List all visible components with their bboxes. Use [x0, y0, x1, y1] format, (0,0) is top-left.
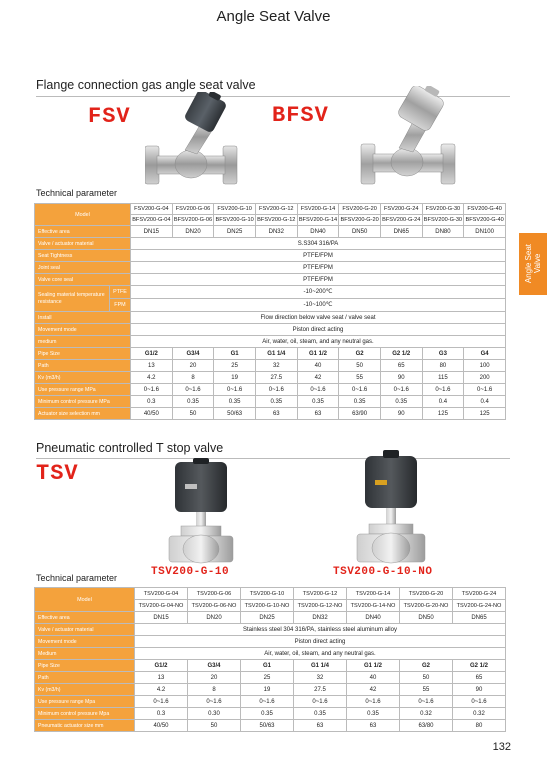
table-row [35, 312, 506, 324]
model-bfsv-cell: BFSV200-G-30 [422, 215, 464, 226]
table-row [35, 612, 506, 624]
value-cell: 63 [255, 408, 297, 420]
value-cell: 0.3 [131, 396, 173, 408]
value-cell: 0.35 [297, 396, 339, 408]
caption-tsv-no: TSV200-G-10-NO [333, 566, 433, 578]
value-cell: 63 [347, 720, 400, 732]
model-bfsv-cell: BFSV200-G-20 [339, 215, 381, 226]
value-cell: G1 [214, 348, 256, 360]
value-cell: 90 [380, 408, 422, 420]
table-row [35, 238, 506, 250]
value-cell: DN40 [297, 226, 339, 238]
value-cell: 32 [294, 672, 347, 684]
row-label: Valve / actuator material [35, 238, 131, 250]
table-row [35, 624, 506, 636]
value-cell: 55 [339, 372, 381, 384]
row-label: Pipe Size [35, 660, 135, 672]
value-cell: 115 [422, 372, 464, 384]
row-label: Kv (m3/h) [35, 372, 131, 384]
row-label: Valve / actuator material [35, 624, 135, 636]
model-fsv-cell: FSV200-G-12 [255, 204, 297, 215]
value-cell: DN32 [255, 226, 297, 238]
value-cell: 40 [297, 360, 339, 372]
value-cell: DN50 [400, 612, 453, 624]
value-cell: 13 [135, 672, 188, 684]
table-row [35, 348, 506, 360]
fsv-parameter-table [34, 203, 506, 420]
row-label: Minimum control pressure MPa [35, 396, 131, 408]
table-row [35, 660, 506, 672]
model-nc-cell: TSV200-G-24 [453, 588, 506, 600]
tsv-no-valve-image [355, 450, 427, 568]
value-cell: 0.30 [188, 708, 241, 720]
span-value-cell: PTFE/FPM [131, 274, 506, 286]
value-cell: DN15 [131, 226, 173, 238]
section1-tech-label: Technical parameter [36, 188, 118, 198]
model-no-cell: TSV200-G-24-NO [453, 600, 506, 612]
brand-fsv: FSV [88, 104, 131, 129]
value-cell: G1 1/2 [347, 660, 400, 672]
span-value-cell: Air, water, oil, steam, and any neutral gas. [135, 648, 506, 660]
value-cell: 0.35 [294, 708, 347, 720]
row-label: Movement mode [35, 636, 135, 648]
value-cell: 42 [347, 684, 400, 696]
value-cell: 32 [255, 360, 297, 372]
row-label: Effective area [35, 612, 135, 624]
span-value-cell: S.S304 316/PA [131, 238, 506, 250]
value-cell: 25 [214, 360, 256, 372]
span-value-cell: Flow direction below valve seat / valve seat [131, 312, 506, 324]
value-cell: 42 [297, 372, 339, 384]
value-cell: 0~1.6 [453, 696, 506, 708]
value-cell: 0.32 [453, 708, 506, 720]
sealing-value-fpm: -10~100℃ [131, 299, 506, 312]
table-row [35, 336, 506, 348]
model-fsv-cell: FSV200-G-20 [339, 204, 381, 215]
value-cell: 90 [380, 372, 422, 384]
model-fsv-cell: FSV200-G-04 [131, 204, 173, 215]
row-label: Joint seal [35, 262, 131, 274]
table-row [35, 396, 506, 408]
model-label: Model [35, 204, 131, 226]
table-row [35, 672, 506, 684]
value-cell: 40/50 [135, 720, 188, 732]
value-cell: 13 [131, 360, 173, 372]
bfsv-valve-image [355, 86, 467, 192]
section2-heading: Pneumatic controlled T stop valve [36, 441, 224, 455]
table-row [35, 226, 506, 238]
table-row [35, 250, 506, 262]
value-cell: G2 1/2 [453, 660, 506, 672]
row-label: Pneumatic actuator size mm [35, 720, 135, 732]
value-cell: G1 1/2 [297, 348, 339, 360]
value-cell: 0~1.6 [400, 696, 453, 708]
value-cell: 27.5 [294, 684, 347, 696]
value-cell: G2 [339, 348, 381, 360]
value-cell: DN50 [339, 226, 381, 238]
value-cell: 19 [214, 372, 256, 384]
value-cell: 0~1.6 [188, 696, 241, 708]
model-nc-cell: TSV200-G-06 [188, 588, 241, 600]
side-tab-line1: Angle Seat [524, 244, 533, 284]
model-no-cell: TSV200-G-04-NO [135, 600, 188, 612]
row-label: Use pressure range Mpa [35, 696, 135, 708]
value-cell: 50 [339, 360, 381, 372]
brand-bfsv: BFSV [272, 103, 329, 128]
value-cell: DN20 [188, 612, 241, 624]
value-cell: G3/4 [188, 660, 241, 672]
model-bfsv-cell: BFSV200-G-04 [131, 215, 173, 226]
row-label: Path [35, 360, 131, 372]
value-cell: 0.35 [380, 396, 422, 408]
value-cell: 0~1.6 [347, 696, 400, 708]
table-row [35, 360, 506, 372]
table-row [35, 286, 506, 299]
table-row [35, 408, 506, 420]
model-fsv-cell: FSV200-G-40 [464, 204, 506, 215]
tsv-nc-valve-image [165, 458, 237, 568]
value-cell: 0.4 [422, 396, 464, 408]
model-fsv-cell: FSV200-G-06 [172, 204, 214, 215]
value-cell: 8 [188, 684, 241, 696]
value-cell: 80 [422, 360, 464, 372]
value-cell: DN25 [241, 612, 294, 624]
row-label: Pipe Size [35, 348, 131, 360]
value-cell: 8 [172, 372, 214, 384]
value-cell: 200 [464, 372, 506, 384]
section2-rule [36, 458, 510, 459]
value-cell: 0~1.6 [255, 384, 297, 396]
value-cell: 63/90 [339, 408, 381, 420]
value-cell: DN65 [380, 226, 422, 238]
value-cell: 63 [297, 408, 339, 420]
value-cell: G2 1/2 [380, 348, 422, 360]
table-row [35, 324, 506, 336]
span-value-cell: PTFE/FPM [131, 262, 506, 274]
value-cell: 80 [453, 720, 506, 732]
value-cell: 4.2 [135, 684, 188, 696]
value-cell: G4 [464, 348, 506, 360]
model-label: Model [35, 588, 135, 612]
value-cell: 50/63 [214, 408, 256, 420]
row-label: Seat Tightness [35, 250, 131, 262]
value-cell: 50 [188, 720, 241, 732]
value-cell: 0.3 [135, 708, 188, 720]
side-tab [519, 233, 547, 295]
value-cell: G3 [422, 348, 464, 360]
row-label: Install [35, 312, 131, 324]
value-cell: 0.35 [214, 396, 256, 408]
value-cell: DN80 [422, 226, 464, 238]
section1-heading: Flange connection gas angle seat valve [36, 78, 256, 92]
table-row [35, 274, 506, 286]
value-cell: G1 [241, 660, 294, 672]
value-cell: 50/63 [241, 720, 294, 732]
value-cell: 55 [400, 684, 453, 696]
table-row [35, 262, 506, 274]
span-value-cell: Piston direct acting [135, 636, 506, 648]
value-cell: 0~1.6 [294, 696, 347, 708]
value-cell: 125 [422, 408, 464, 420]
value-cell: 65 [453, 672, 506, 684]
value-cell: 50 [400, 672, 453, 684]
value-cell: 63 [294, 720, 347, 732]
model-bfsv-cell: BFSV200-G-40 [464, 215, 506, 226]
row-label: Kv (m3/h) [35, 684, 135, 696]
value-cell: 27.5 [255, 372, 297, 384]
value-cell: 0~1.6 [172, 384, 214, 396]
model-no-cell: TSV200-G-14-NO [347, 600, 400, 612]
value-cell: DN40 [347, 612, 400, 624]
table-row [35, 720, 506, 732]
value-cell: 63/80 [400, 720, 453, 732]
value-cell: 65 [380, 360, 422, 372]
value-cell: 0~1.6 [131, 384, 173, 396]
model-bfsv-cell: BFSV200-G-12 [255, 215, 297, 226]
value-cell: G1/2 [135, 660, 188, 672]
value-cell: 0~1.6 [380, 384, 422, 396]
row-label: Movement mode [35, 324, 131, 336]
value-cell: 0.35 [255, 396, 297, 408]
table-row [35, 636, 506, 648]
value-cell: 0~1.6 [241, 696, 294, 708]
page-number: 132 [492, 741, 511, 753]
span-value-cell: Stainless steel 304 316/PA, stainless steel aluminum alloy [135, 624, 506, 636]
value-cell: 0.35 [241, 708, 294, 720]
value-cell: G1/2 [131, 348, 173, 360]
value-cell: DN100 [464, 226, 506, 238]
value-cell: DN65 [453, 612, 506, 624]
section2-tech-label: Technical parameter [36, 573, 118, 583]
sealing-label: Sealing material temperature resistance [35, 286, 110, 312]
model-fsv-cell: FSV200-G-14 [297, 204, 339, 215]
row-label: Actuator size selection mm [35, 408, 131, 420]
value-cell: 0~1.6 [422, 384, 464, 396]
value-cell: 19 [241, 684, 294, 696]
value-cell: DN15 [135, 612, 188, 624]
model-nc-cell: TSV200-G-14 [347, 588, 400, 600]
table-row [35, 648, 506, 660]
sealing-sub-fpm: FPM [110, 299, 131, 312]
value-cell: 40/50 [131, 408, 173, 420]
value-cell: 25 [241, 672, 294, 684]
value-cell: 0.4 [464, 396, 506, 408]
value-cell: 90 [453, 684, 506, 696]
model-bfsv-cell: BFSV200-G-24 [380, 215, 422, 226]
table-row [35, 708, 506, 720]
table-row [35, 696, 506, 708]
value-cell: 20 [172, 360, 214, 372]
value-cell: G1 1/4 [255, 348, 297, 360]
value-cell: 0.35 [347, 708, 400, 720]
span-value-cell: Piston direct acting [131, 324, 506, 336]
row-label: Medium [35, 648, 135, 660]
row-label: Use pressure range MPa [35, 384, 131, 396]
table-row [35, 372, 506, 384]
value-cell: G1 1/4 [294, 660, 347, 672]
side-tab-line2: Valve [533, 254, 542, 274]
model-nc-cell: TSV200-G-04 [135, 588, 188, 600]
value-cell: 0.35 [339, 396, 381, 408]
value-cell: G2 [400, 660, 453, 672]
value-cell: 0~1.6 [339, 384, 381, 396]
model-nc-cell: TSV200-G-10 [241, 588, 294, 600]
model-bfsv-cell: BFSV200-G-06 [172, 215, 214, 226]
value-cell: 0~1.6 [297, 384, 339, 396]
value-cell: 50 [172, 408, 214, 420]
value-cell: 125 [464, 408, 506, 420]
value-cell: G3/4 [172, 348, 214, 360]
value-cell: 0~1.6 [135, 696, 188, 708]
row-label: Path [35, 672, 135, 684]
row-label: Minimum control pressure Mpa [35, 708, 135, 720]
value-cell: 40 [347, 672, 400, 684]
fsv-valve-image [145, 92, 255, 192]
value-cell: 20 [188, 672, 241, 684]
value-cell: 0.35 [172, 396, 214, 408]
model-no-cell: TSV200-G-12-NO [294, 600, 347, 612]
table-row [35, 384, 506, 396]
model-no-cell: TSV200-G-10-NO [241, 600, 294, 612]
model-fsv-cell: FSV200-G-24 [380, 204, 422, 215]
sealing-value-ptfe: -10~200℃ [131, 286, 506, 299]
model-nc-cell: TSV200-G-20 [400, 588, 453, 600]
value-cell: DN20 [172, 226, 214, 238]
value-cell: 0~1.6 [464, 384, 506, 396]
model-fsv-cell: FSV200-G-30 [422, 204, 464, 215]
table-row [35, 204, 506, 215]
value-cell: DN25 [214, 226, 256, 238]
model-no-cell: TSV200-G-06-NO [188, 600, 241, 612]
model-bfsv-cell: BFSV200-G-10 [214, 215, 256, 226]
model-fsv-cell: FSV200-G-10 [214, 204, 256, 215]
row-label: Valve core seal [35, 274, 131, 286]
value-cell: 0~1.6 [214, 384, 256, 396]
span-value-cell: Air, water, oil, steam, and any neutral gas. [131, 336, 506, 348]
table-row [35, 588, 506, 600]
span-value-cell: PTFE/FPM [131, 250, 506, 262]
tsv-parameter-table [34, 587, 506, 732]
row-label: Effective area [35, 226, 131, 238]
model-nc-cell: TSV200-G-12 [294, 588, 347, 600]
caption-tsv-nc: TSV200-G-10 [151, 566, 230, 578]
value-cell: 4.2 [131, 372, 173, 384]
brand-tsv: TSV [36, 461, 79, 486]
sealing-sub-ptfe: PTFE [110, 286, 131, 299]
model-bfsv-cell: BFSV200-G-14 [297, 215, 339, 226]
value-cell: 100 [464, 360, 506, 372]
table-row [35, 684, 506, 696]
value-cell: 0.32 [400, 708, 453, 720]
model-no-cell: TSV200-G-20-NO [400, 600, 453, 612]
value-cell: DN32 [294, 612, 347, 624]
page-title: Angle Seat Valve [216, 8, 331, 25]
row-label: medium [35, 336, 131, 348]
